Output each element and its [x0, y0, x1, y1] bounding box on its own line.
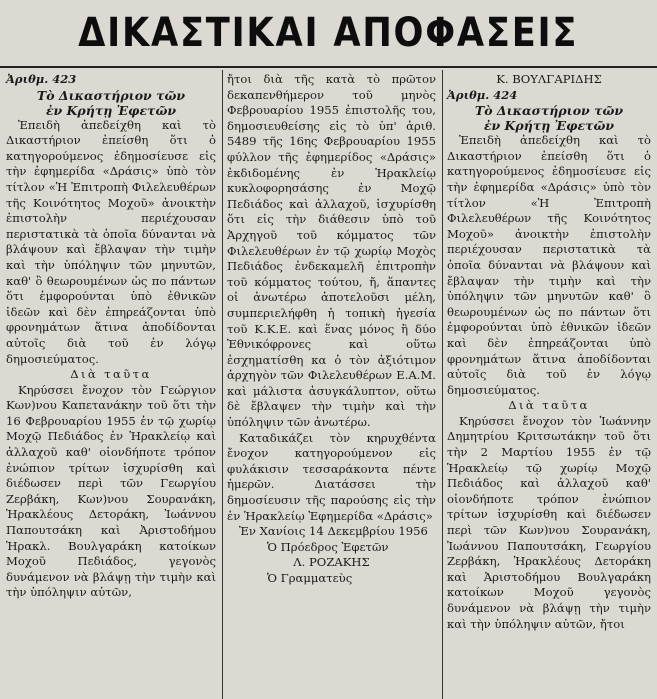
decision-paragraph: Ἐπειδὴ ἀπεδείχθη καὶ τὸ Δικαστήριον ἐπείσθη ὅτι ὁ κατηγορούμενος ἐδημοσίευσε εἰς τὴν ἐφημερίδα «Δράσις» ὑπὸ τὸν τίτλον «Ἡ Ἐπιτροπὴ Φιλελευθέρων τῆς Κοινότητος Μοχοῦ» ἀνοικτὴν ἐπιστολὴν περιέχουσαν περιστατικὰ τὰ ὁποῖα δύνανται νὰ βλάψουν καὶ ἔβλαψαν τὴν τιμὴν καὶ τὴν ὑπόληψιν τῶν μηνυτῶν καθ' ὃ θεωρουμένων ὡς πο πάντων ὅτι ἐμφορούνται ὑπὸ ἐθνικῶν ἰδεῶν καὶ δὲν ἐπηρεάζονται ὑπὸ φρονημάτων ἅτινα ἀποδίδονται αὐτοῖς διὰ τοῦ ἐν λόγῳ δημοσιεύματος. [447, 133, 651, 397]
decision-number: Ἀριθμ. 423 [6, 72, 77, 86]
decision-body [6, 118, 216, 601]
dia-tauta-heading: Διὰ ταῦτα [508, 398, 590, 413]
court-heading-line1: Τὸ Δικαστήριον τῶν [474, 103, 624, 119]
headline-banner [0, 0, 657, 68]
continued-paragraph: ἤτοι διὰ τῆς κατὰ τὸ πρῶτον δεκαπενθήμερον τοῦ μηνὸς Φεβρουαρίου 1955 ἐπιστολῆς του, δημοσιευθείσης εἰς τὸ ὑπ' ἀριθ. 5489 τῆς 16ης Φεβρουαρίου 1955 φύλλον τῆς ἐφημερίδος «Δράσις» ἐκδιδομένης ἐν Ἡρακλείῳ κυκλοφορησάσης ἐν Μοχῷ Πεδιάδος καὶ ἀλλαχοῦ, ἰσχυρίσθη ὅτι εἰς τὴν διάθεσιν ὑπὸ τοῦ Ἀρχηγοῦ τοῦ κόμματος τῶν Φιλελευθέρων ἐν τῷ χωρίῳ Μοχὸς Πεδιάδος ἐνδεκαμελῆ ἐπιτροπὴν τοῦ κόμματος τούτου, ἤ, ἅπαντες οἱ ἀνωτέρω ἀποτελοῦσι μέλη, συμπεριελήφθη ἡ τοπικὴ ἡγεσία τοῦ Κ.Κ.Ε. καὶ ἕνας μόνος ἢ δύο Ἐθνικόφρονες καὶ οὕτω ἐσχηματίσθη κα ὁ τὸν ἀξιότιμον ἀρχηγὸν τῶν Φιλελευθέρων Ε.Α.Μ. καὶ μάλιστα ἀσυγκάλυπτον, οὕτω δὲ ἔβλαψεν τὴν τιμὴν καὶ τὴν ὑπόληψιν τῶν ἀνωτέρω. [227, 72, 436, 430]
dia-tauta-heading: Διὰ ταῦτα [70, 367, 152, 382]
secretary-title: Ὁ Γραμματεὺς [267, 571, 353, 585]
column-2 [222, 70, 440, 699]
headline: ΔΙΚΑΣΤΙΚΑΙ ΑΠΟΦΑΣΕΙΣ [78, 10, 579, 56]
column-3 [442, 70, 655, 699]
decision-body [447, 133, 651, 632]
court-heading-line1: Τὸ Δικαστήριον τῶν [36, 87, 186, 103]
president-title: Ὁ Πρόεδρος Ἐφετῶν [267, 539, 389, 554]
column-1 [2, 70, 220, 699]
verdict-paragraph: Κηρύσσει ἔνοχον τὸν Γεώργιον Κων)νου Καπετανάκην τοῦ ὅτι τὴν 16 Φεβρουαρίου 1955 ἐν τῷ χωρίῳ Μοχῷ Πεδιάδος ἐν Ἡρακλείῳ καὶ ἀλλαχοῦ καθ' οἱονδήποτε τρόπον ἐνώπιον τρίτων ἰσχυρίσθη καὶ διέδωσεν περὶ τῶν Γεωργίου Ζερβάκη, Κων)νου Σουρανάκη, Ἡρακλέους Δετοράκη, Ἰωάννου Παπουτσάκη καὶ Ἀριστοδήμου Ἡρακλ. Βουλγαράκη κατοίκων Μοχοῦ Πεδιάδος, γεγονὸς δυνάμενον νὰ βλάψῃ τὴν τιμὴν καὶ τὴν ὑπόληψιν αὐτῶν, [6, 382, 216, 600]
sentence-paragraph: Καταδικάζει τὸν κηρυχθέντα ἔνοχον κατηγορούμενον εἰς φυλάκισιν τεσσαράκοντα πέντε ἡμερῶν. Διατάσσει τὴν δημοσίευσιν τῆς παρούσης εἰς τὴν ἐν Ἡρακλείῳ Ἐφημερίδα «Δράσις» [227, 430, 436, 523]
date-line: Ἐν Χανίοις 14 Δεκεμβρίου 1956 [239, 524, 428, 539]
court-heading-line2: ἐν Κρήτῃ Ἐφετῶν [483, 118, 615, 134]
decision-body-continued [227, 72, 436, 587]
decision-paragraph: Ἐπειδὴ ἀπεδείχθη καὶ τὸ Δικαστήριον ἐπείσθη ὅτι ὁ κατηγορούμενος ἐδημοσίευσε εἰς τὴν ἐφημερίδα «Δράσις» ὑπὸ τὸν τίτλον «Ἡ Ἐπιτροπὴ Φιλελευθέρων τῆς Κοινότητος Μοχοῦ» ἀνοικτὴν ἐπιστολὴν περιέχουσαν περιστατικὰ τὰ ὁποῖα δύνανται νὰ βλάψουν καὶ ἔβλαψαν τὴν τιμὴν καὶ τὴν ὑπόληψιν τῶν μηνυτῶν, καθ' ὃ θεωρουμένων ὡς πο πάντων ὅτι ἐμφορούνται ὑπὸ ἐθνικῶν ἰδεῶν καὶ δὲν ἐπηρεάζονται ὑπὸ φρονημάτων ἅτινα ἀποδίδονται αὐτοῖς διὰ τοῦ ἐν λόγῳ δημοσιεύματος. [6, 117, 216, 366]
secretary-name: Κ. ΒΟΥΛΓΑΡΙΔΗΣ [496, 72, 602, 86]
president-name: Λ. ΡΟΖΑΚΗΣ [293, 555, 370, 570]
court-heading-line2: ἐν Κρήτῃ Ἐφετῶν [45, 102, 177, 118]
verdict-paragraph: Κηρύσσει ἔνοχον τὸν Ἰωάννην Δημητρίου Κριτσωτάκην τοῦ ὅτι τὴν 2 Μαρτίου 1955 ἐν τῷ Ἡρακλείῳ τῷ χωρίῳ Μοχῷ Πεδιάδος καὶ ἀλλαχοῦ καθ' οἱονδήποτε τρόπον ἐνώπιον τρίτων ἰσχυρίσθη καὶ διέδωσεν περὶ τῶν Κων)νου Σουρανάκη, Ἰωάννου Παπουτσάκη, Γεωργίου Ζερβάκη, Ἡρακλέους Δετοράκη καὶ Ἀριστοδήμου Βουλγαράκη κατοίκων Μοχοῦ γεγονὸς δυνάμενον νὰ βλάψῃ τὴν τιμὴν καὶ τὴν ὑπόληψιν αὐτῶν, ἤτοι [447, 413, 651, 631]
decision-number: Ἀριθμ. 424 [447, 87, 518, 102]
